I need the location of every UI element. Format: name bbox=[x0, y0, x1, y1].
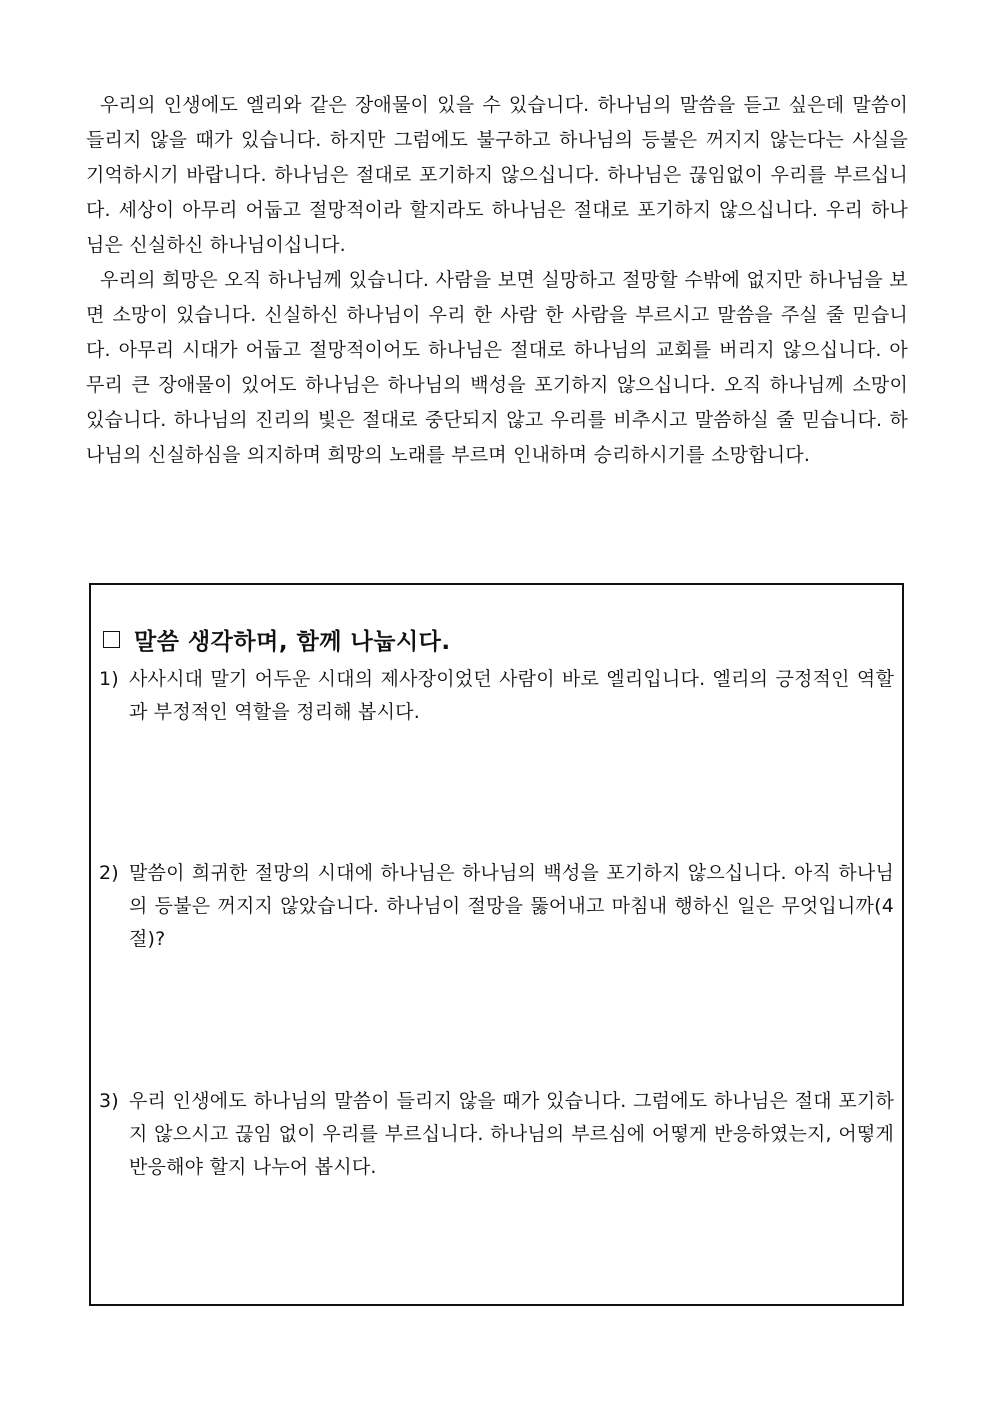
square-bullet-icon bbox=[103, 631, 120, 648]
question-number: 1) bbox=[99, 668, 119, 690]
question-text: 사사시대 말기 어두운 시대의 제사장이었던 사람이 바로 엘리입니다. 엘리의 긍정적인 역할과 부정적인 역할을 정리해 봅시다. bbox=[129, 668, 894, 723]
sermon-body bbox=[86, 88, 908, 473]
question-text: 말씀이 희귀한 절망의 시대에 하나님은 하나님의 백성을 포기하지 않으십니다. 아직 하나님의 등불은 꺼지지 않았습니다. 하나님이 절망을 뚫어내고 마침내 행하신 일은 무엇입니까(4절)? bbox=[129, 862, 894, 950]
discussion-title-text: 말씀 생각하며, 함께 나눕시다. bbox=[134, 629, 451, 655]
question-text: 우리 인생에도 하나님의 말씀이 들리지 않을 때가 있습니다. 그럼에도 하나님은 절대 포기하지 않으시고 끊임 없이 우리를 부르십니다. 하나님의 부르심에 어떻게 반응하였는지, 어떻게 반응해야 할지 나누어 봅시다. bbox=[129, 1090, 894, 1178]
discussion-question bbox=[99, 1085, 894, 1184]
discussion-title bbox=[103, 623, 451, 656]
discussion-question bbox=[99, 857, 894, 956]
discussion-question bbox=[99, 663, 894, 729]
question-number: 2) bbox=[99, 862, 119, 884]
body-paragraph: 우리의 인생에도 엘리와 같은 장애물이 있을 수 있습니다. 하나님의 말씀을 듣고 싶은데 말씀이 들리지 않을 때가 있습니다. 하지만 그럼에도 불구하고 하나님의 등불은 꺼지지 않는다는 사실을 기억하시기 바랍니다. 하나님은 절대로 포기하지 않으십니다. 하나님은 끊임없이 우리를 부르십니다. 세상이 아무리 어둡고 절망적이라 할지라도 하나님은 절대로 포기하지 않으십니다. 우리 하나님은 신실하신 하나님이십니다. bbox=[86, 94, 908, 256]
question-number: 3) bbox=[99, 1090, 119, 1112]
body-paragraph: 우리의 희망은 오직 하나님께 있습니다. 사람을 보면 실망하고 절망할 수밖에 없지만 하나님을 보면 소망이 있습니다. 신실하신 하나님이 우리 한 사람 한 사람을 부르시고 말씀을 주실 줄 믿습니다. 아무리 시대가 어둡고 절망적이어도 하나님은 절대로 하나님의 교회를 버리지 않으십니다. 아무리 큰 장애물이 있어도 하나님은 하나님의 백성을 포기하지 않으십니다. 오직 하나님께 소망이 있습니다. 하나님의 진리의 빛은 절대로 중단되지 않고 우리를 비추시고 말씀하실 줄 믿습니다. 하나님의 신실하심을 의지하며 희망의 노래를 부르며 인내하며 승리하시기를 소망합니다. bbox=[86, 269, 908, 466]
discussion-box bbox=[89, 583, 904, 1306]
